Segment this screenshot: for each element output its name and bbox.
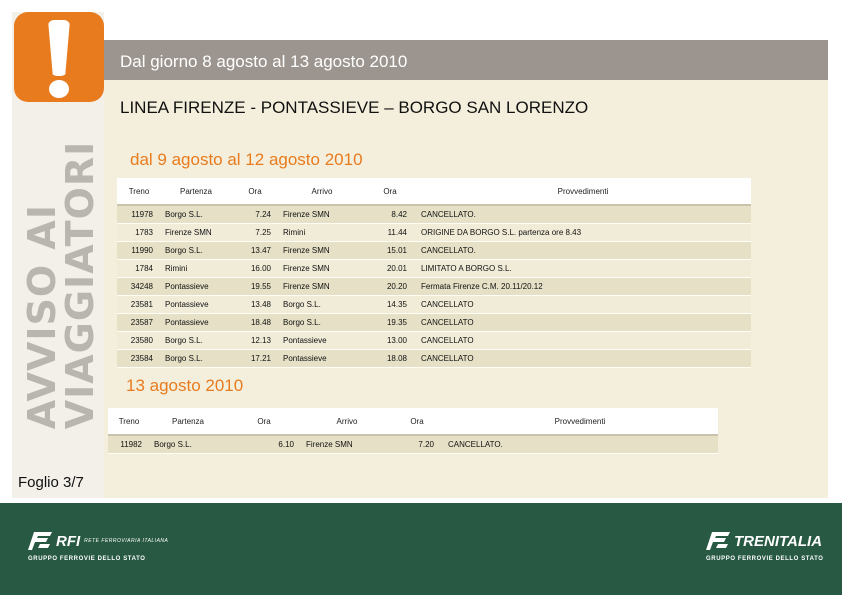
train-number: 11978 [117,205,161,223]
departure-station: Pontassieve [161,313,231,331]
measure-note: CANCELLATO [415,331,751,349]
sheet-number: Foglio 3/7 [18,474,84,491]
col-train: Treno [108,408,150,435]
departure-time: 7.25 [231,223,279,241]
arrival-time: 20.20 [365,277,415,295]
arrival-station: Firenze SMN [279,205,365,223]
section1-title: dal 9 agosto al 12 agosto 2010 [130,150,363,169]
train-number: 23581 [117,295,161,313]
table-row [117,277,751,295]
vertical-title-line2: VIAGGIATORI [58,140,102,430]
train-number: 23584 [117,349,161,367]
departure-time: 19.55 [231,277,279,295]
departure-time: 13.48 [231,295,279,313]
rfi-logo [28,530,168,562]
fs-logo-icon [28,530,54,552]
vertical-title-line1: AVVISO AI [20,204,64,430]
departure-time: 7.24 [231,205,279,223]
departure-station: Borgo S.L. [161,331,231,349]
table-header-row [108,408,718,435]
col-measures: Provvedimenti [442,408,718,435]
timetable-section1 [117,178,751,368]
arrival-time: 7.20 [392,435,442,453]
trenitalia-group: GRUPPO FERROVIE DELLO STATO [706,556,824,562]
trenitalia-logo [706,530,824,562]
table-row [117,205,751,223]
train-number: 1784 [117,259,161,277]
col-departure: Partenza [150,408,226,435]
train-number: 1783 [117,223,161,241]
col-departure: Partenza [161,178,231,205]
col-arrival: Arrivo [302,408,392,435]
measure-note: CANCELLATO. [442,435,718,453]
measure-note: ORIGINE DA BORGO S.L. partenza ore 8.43 [415,223,751,241]
train-number: 23587 [117,313,161,331]
train-number: 11990 [117,241,161,259]
col-arr-time: Ora [365,178,415,205]
arrival-time: 14.35 [365,295,415,313]
arrival-station: Borgo S.L. [279,313,365,331]
departure-time: 12.13 [231,331,279,349]
departure-station: Borgo S.L. [150,435,226,453]
arrival-time: 18.08 [365,349,415,367]
measure-note: CANCELLATO. [415,241,751,259]
departure-station: Rimini [161,259,231,277]
arrival-time: 20.01 [365,259,415,277]
timetable-section2 [108,408,718,454]
departure-station: Pontassieve [161,277,231,295]
arrival-time: 8.42 [365,205,415,223]
arrival-time: 13.00 [365,331,415,349]
departure-station: Borgo S.L. [161,349,231,367]
col-train: Treno [117,178,161,205]
rfi-tagline: RETE FERROVIARIA ITALIANA [84,538,169,544]
section2-title: 13 agosto 2010 [126,376,244,395]
period-title: Dal giorno 8 agosto al 13 agosto 2010 [120,52,408,71]
arrival-station: Firenze SMN [279,277,365,295]
arrival-station: Firenze SMN [302,435,392,453]
notice-vertical-title [18,120,104,450]
table-row [117,259,751,277]
arrival-time: 15.01 [365,241,415,259]
col-dep-time: Ora [231,178,279,205]
measure-note: CANCELLATO [415,313,751,331]
arrival-station: Pontassieve [279,349,365,367]
table-header-row [117,178,751,205]
arrival-station: Pontassieve [279,331,365,349]
rfi-brand: RFI [56,532,81,550]
exclamation-icon [14,12,104,102]
departure-station: Borgo S.L. [161,205,231,223]
measure-note: LIMITATO A BORGO S.L. [415,259,751,277]
departure-station: Borgo S.L. [161,241,231,259]
col-arr-time: Ora [392,408,442,435]
table-row [117,241,751,259]
train-number: 11982 [108,435,150,453]
arrival-time: 11.44 [365,223,415,241]
measure-note: Fermata Firenze C.M. 20.11/20.12 [415,277,751,295]
col-arrival: Arrivo [279,178,365,205]
departure-time: 18.48 [231,313,279,331]
table-row [117,223,751,241]
table-row [117,331,751,349]
measure-note: CANCELLATO [415,295,751,313]
departure-time: 13.47 [231,241,279,259]
line-title: LINEA FIRENZE - PONTASSIEVE – BORGO SAN LORENZO [120,98,589,117]
departure-time: 6.10 [226,435,302,453]
train-number: 23580 [117,331,161,349]
table-row [117,349,751,367]
arrival-station: Firenze SMN [279,241,365,259]
table-row [117,295,751,313]
col-measures: Provvedimenti [415,178,751,205]
departure-station: Firenze SMN [161,223,231,241]
table-row [108,435,718,453]
departure-station: Pontassieve [161,295,231,313]
departure-time: 16.00 [231,259,279,277]
arrival-station: Borgo S.L. [279,295,365,313]
arrival-station: Rimini [279,223,365,241]
trenitalia-brand: TRENITALIA [734,532,823,550]
departure-time: 17.21 [231,349,279,367]
fs-logo-icon [706,530,732,552]
measure-note: CANCELLATO [415,349,751,367]
arrival-station: Firenze SMN [279,259,365,277]
measure-note: CANCELLATO. [415,205,751,223]
col-dep-time: Ora [226,408,302,435]
train-number: 34248 [117,277,161,295]
table-row [117,313,751,331]
rfi-group: GRUPPO FERROVIE DELLO STATO [28,556,146,562]
arrival-time: 19.35 [365,313,415,331]
